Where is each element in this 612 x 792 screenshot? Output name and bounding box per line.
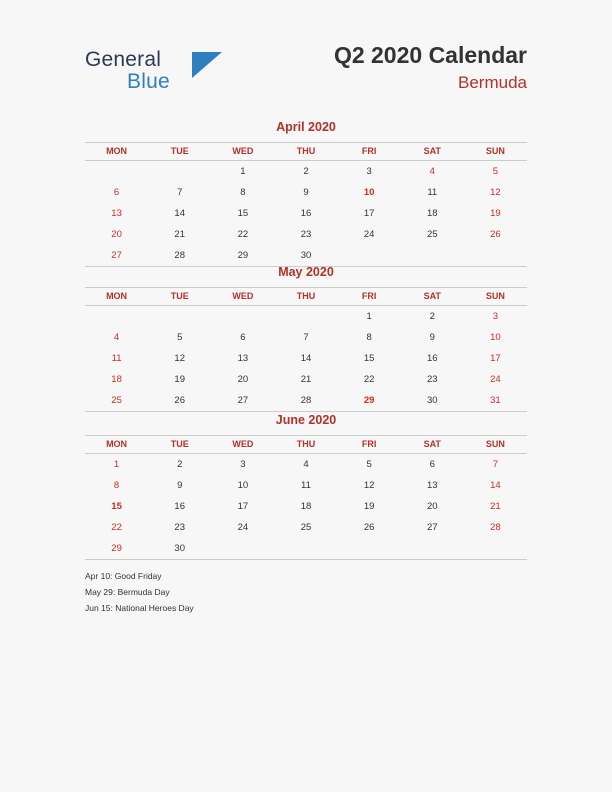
weekday-wed: WED <box>211 143 274 161</box>
weekday-fri: FRI <box>338 143 401 161</box>
day-cell[interactable]: 12 <box>174 353 185 364</box>
day-cell[interactable]: 9 <box>429 332 435 343</box>
day-cell-empty <box>274 538 337 560</box>
day-cell-empty <box>211 538 274 560</box>
weekday-tue: TUE <box>148 143 211 161</box>
logo-text-blue: Blue <box>127 70 170 93</box>
day-cell[interactable]: 19 <box>174 374 185 385</box>
day-cell[interactable]: 15 <box>237 208 249 219</box>
day-cell[interactable]: 4 <box>303 459 309 470</box>
title-block <box>334 40 527 96</box>
month-title: April 2020 <box>276 120 336 134</box>
weekday-sun: SUN <box>464 288 527 306</box>
day-cell[interactable]: 22 <box>111 522 122 533</box>
day-cell[interactable]: 11 <box>301 480 311 491</box>
day-cell-empty <box>464 538 527 560</box>
week-row <box>85 538 527 560</box>
holiday-item: Jun 15: National Heroes Day <box>85 603 194 613</box>
month-body <box>85 454 527 560</box>
day-cell-empty <box>338 245 401 267</box>
day-cell[interactable]: 7 <box>303 332 309 343</box>
day-cell-empty <box>464 245 527 267</box>
day-cell[interactable]: 24 <box>363 229 375 240</box>
day-cell[interactable]: 30 <box>148 538 211 560</box>
day-cell[interactable]: 7 <box>492 459 499 470</box>
day-cell[interactable]: 26 <box>490 229 501 240</box>
day-cell[interactable]: 2 <box>177 459 183 470</box>
week-row <box>85 245 527 267</box>
weekday-sat: SAT <box>401 143 464 161</box>
week-row <box>85 348 527 369</box>
logo-text-general: General <box>85 48 162 71</box>
day-cell[interactable]: 23 <box>174 522 185 533</box>
day-cell[interactable]: 16 <box>174 501 185 512</box>
day-cell[interactable]: 20 <box>426 501 438 512</box>
day-cell[interactable]: 27 <box>85 245 148 267</box>
day-cell[interactable]: 25 <box>85 390 148 412</box>
day-cell-empty <box>148 161 211 183</box>
day-cell[interactable]: 21 <box>174 229 185 240</box>
day-cell[interactable]: 17 <box>490 353 501 364</box>
weekday-thu: THU <box>274 288 337 306</box>
day-cell[interactable]: 9 <box>177 480 183 491</box>
day-cell[interactable]: 21 <box>490 501 501 512</box>
day-cell[interactable]: 12 <box>490 187 501 198</box>
day-cell[interactable]: 28 <box>490 522 501 533</box>
day-cell[interactable]: 2 <box>429 311 435 322</box>
day-cell[interactable]: 30 <box>274 245 337 267</box>
day-cell-empty <box>338 538 401 560</box>
day-cell[interactable]: 23 <box>426 374 438 385</box>
day-cell[interactable]: 3 <box>240 459 246 470</box>
day-cell[interactable]: 26 <box>363 522 375 533</box>
day-cell[interactable]: 14 <box>490 480 501 491</box>
day-cell[interactable]: 17 <box>237 501 249 512</box>
day-cell[interactable]: 6 <box>429 459 435 470</box>
general-blue-logo <box>85 44 235 98</box>
week-row <box>85 327 527 348</box>
day-cell[interactable]: 16 <box>300 208 312 219</box>
day-cell[interactable]: 2 <box>303 166 309 177</box>
weekday-mon: MON <box>85 436 148 454</box>
day-cell-empty <box>148 306 211 328</box>
page-header <box>85 40 527 110</box>
day-cell[interactable]: 13 <box>111 208 122 219</box>
day-cell-empty <box>85 161 148 183</box>
weekday-fri: FRI <box>338 288 401 306</box>
month-title: June 2020 <box>275 413 337 427</box>
day-cell[interactable]: 19 <box>490 208 501 219</box>
month-title: May 2020 <box>278 265 334 279</box>
day-cell[interactable]: 9 <box>303 187 309 198</box>
day-cell-empty <box>401 538 464 560</box>
month-table <box>85 142 527 267</box>
day-cell[interactable]: 30 <box>401 390 464 412</box>
day-cell[interactable]: 21 <box>300 374 312 385</box>
day-cell[interactable]: 13 <box>237 353 249 364</box>
day-cell[interactable]: 23 <box>300 229 312 240</box>
day-cell[interactable]: 15 <box>363 353 375 364</box>
week-row <box>85 306 527 328</box>
month-block-june <box>85 413 527 560</box>
day-cell-empty <box>401 245 464 267</box>
day-cell[interactable]: 3 <box>366 166 372 177</box>
day-cell[interactable]: 29 <box>211 245 274 267</box>
day-cell[interactable]: 18 <box>300 501 312 512</box>
day-cell[interactable]: 26 <box>148 390 211 412</box>
weekday-wed: WED <box>211 436 274 454</box>
month-table <box>85 435 527 560</box>
day-cell[interactable]: 5 <box>492 166 499 177</box>
day-cell[interactable]: 27 <box>426 522 438 533</box>
day-cell[interactable]: 8 <box>366 332 372 343</box>
day-cell[interactable]: 19 <box>363 501 375 512</box>
day-cell[interactable]: 10 <box>490 332 501 343</box>
day-cell[interactable]: 28 <box>148 245 211 267</box>
day-cell[interactable]: 1 <box>113 459 120 470</box>
day-cell[interactable]: 22 <box>363 374 375 385</box>
day-cell-empty <box>85 306 148 328</box>
day-cell[interactable]: 22 <box>237 229 249 240</box>
day-cell[interactable]: 13 <box>426 480 438 491</box>
day-cell[interactable]: 31 <box>464 390 527 412</box>
holiday-list <box>85 568 527 616</box>
day-cell[interactable]: 5 <box>177 332 183 343</box>
logo-triangle-icon <box>192 52 222 78</box>
day-cell[interactable]: 18 <box>111 374 122 385</box>
day-cell[interactable]: 29 <box>85 538 148 560</box>
week-row <box>85 496 527 517</box>
week-row <box>85 203 527 224</box>
weekday-fri: FRI <box>338 436 401 454</box>
day-cell[interactable]: 8 <box>113 480 120 491</box>
weekday-thu: THU <box>274 436 337 454</box>
day-cell[interactable]: 18 <box>426 208 438 219</box>
week-row <box>85 224 527 245</box>
day-cell[interactable]: 8 <box>240 187 246 198</box>
day-cell[interactable]: 1 <box>366 311 372 322</box>
holiday-item: Apr 10: Good Friday <box>85 571 162 581</box>
day-cell-empty <box>211 306 274 328</box>
weekday-wed: WED <box>211 288 274 306</box>
day-cell[interactable]: 28 <box>274 390 337 412</box>
weekday-tue: TUE <box>148 436 211 454</box>
day-cell[interactable]: 20 <box>237 374 249 385</box>
day-cell[interactable]: 10 <box>237 480 249 491</box>
weekday-sat: SAT <box>401 436 464 454</box>
day-cell[interactable]: 3 <box>492 311 499 322</box>
week-row <box>85 369 527 390</box>
day-cell[interactable]: 17 <box>363 208 375 219</box>
day-cell[interactable]: 25 <box>426 229 438 240</box>
day-cell[interactable]: 5 <box>366 459 372 470</box>
weekday-header-row <box>85 436 527 454</box>
page-subtitle: Bermuda <box>458 73 527 92</box>
day-cell[interactable]: 1 <box>240 166 246 177</box>
weekday-mon: MON <box>85 288 148 306</box>
day-cell[interactable]: 6 <box>240 332 246 343</box>
weekday-sun: SUN <box>464 143 527 161</box>
day-cell-empty <box>274 306 337 328</box>
weekday-sat: SAT <box>401 288 464 306</box>
month-body <box>85 161 527 267</box>
month-body <box>85 306 527 412</box>
weekday-sun: SUN <box>464 436 527 454</box>
week-row <box>85 454 527 476</box>
day-cell[interactable]: 29 <box>338 390 401 412</box>
month-table <box>85 287 527 412</box>
day-cell[interactable]: 27 <box>211 390 274 412</box>
week-row <box>85 161 527 183</box>
day-cell[interactable]: 16 <box>426 353 438 364</box>
weekday-mon: MON <box>85 143 148 161</box>
week-row <box>85 182 527 203</box>
day-cell[interactable]: 14 <box>300 353 312 364</box>
day-cell[interactable]: 4 <box>113 332 120 343</box>
weekday-tue: TUE <box>148 288 211 306</box>
day-cell[interactable]: 24 <box>490 374 501 385</box>
day-cell[interactable]: 25 <box>300 522 312 533</box>
day-cell[interactable]: 11 <box>427 187 438 198</box>
month-block-may <box>85 265 527 412</box>
day-cell[interactable]: 24 <box>237 522 249 533</box>
day-cell[interactable]: 12 <box>363 480 375 491</box>
week-row <box>85 390 527 412</box>
day-cell[interactable]: 14 <box>174 208 185 219</box>
weekday-header-row <box>85 288 527 306</box>
weekday-header-row <box>85 143 527 161</box>
month-block-april <box>85 120 527 267</box>
day-cell[interactable]: 6 <box>113 187 120 198</box>
day-cell[interactable]: 7 <box>177 187 183 198</box>
day-cell[interactable]: 15 <box>111 501 122 512</box>
holiday-item: May 29: Bermuda Day <box>85 587 170 597</box>
page-title: Q2 2020 Calendar <box>333 42 527 68</box>
week-row <box>85 475 527 496</box>
day-cell[interactable]: 4 <box>429 166 435 177</box>
week-row <box>85 517 527 538</box>
day-cell[interactable]: 11 <box>111 353 122 364</box>
weekday-thu: THU <box>274 143 337 161</box>
day-cell[interactable]: 10 <box>363 187 375 198</box>
day-cell[interactable]: 20 <box>111 229 122 240</box>
